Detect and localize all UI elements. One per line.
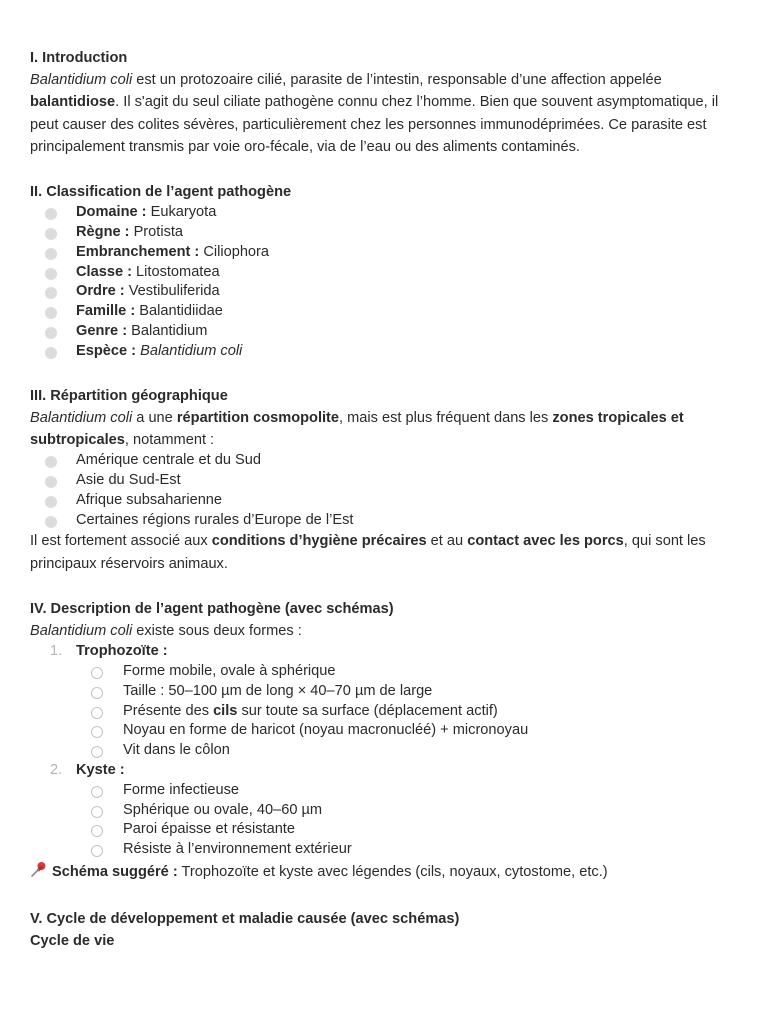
list-item: Paroi épaisse et résistante: [76, 820, 738, 840]
bullet-icon: [45, 287, 57, 299]
form-title: Kyste :: [76, 762, 125, 779]
pushpin-icon: [30, 860, 52, 885]
list-item: Présente des cils sur toute sa surface (déplacement actif): [76, 702, 738, 722]
bullet-icon: [45, 208, 57, 220]
bullet-icon: [45, 516, 57, 528]
circle-bullet-icon: [91, 746, 103, 758]
list-item: Afrique subsaharienne: [30, 491, 738, 511]
regions-list: [30, 451, 738, 530]
circle-bullet-icon: [91, 825, 103, 837]
list-number: 1.: [50, 643, 63, 660]
circle-bullet-icon: [91, 667, 103, 679]
bullet-icon: [45, 248, 57, 260]
section-heading-geography: III. Répartition géographique: [30, 387, 228, 404]
list-item: Taille : 50–100 µm de long × 40–70 µm de large: [76, 682, 738, 702]
list-item: Forme infectieuse: [76, 781, 738, 801]
cyst-features: [76, 781, 738, 860]
list-item: Domaine : Eukaryota: [30, 203, 738, 223]
forms-list: [30, 642, 738, 860]
list-item: Noyau en forme de haricot (noyau macronucléé) + micronoyau: [76, 721, 738, 741]
list-item: Asie du Sud-Est: [30, 471, 738, 491]
list-number: 2.: [50, 762, 63, 779]
introduction-paragraph: Balantidium coli est un protozoaire cilié, parasite de l’intestin, responsable d’une affection appelée balantidiose. Il s'agit du seul ciliate pathogène connu chez l’homme. Bien que souvent asymptomatique, il peut causer des colites sévères, particulièrement chez les personnes immunodéprimées. Ce parasite est principalement transmis par voie oro-fécale, via de l’eau ou des aliments contaminés.: [30, 72, 719, 155]
list-item: Espèce : Balantidium coli: [30, 342, 738, 362]
circle-bullet-icon: [91, 786, 103, 798]
classification-list: [30, 203, 738, 361]
bullet-icon: [45, 476, 57, 488]
list-item: Forme mobile, ovale à sphérique: [76, 662, 738, 682]
list-item: Résiste à l’environnement extérieur: [76, 840, 738, 860]
bullet-icon: [45, 228, 57, 240]
list-item: Vit dans le côlon: [76, 741, 738, 761]
bullet-icon: [45, 268, 57, 280]
description-intro: Balantidium coli existe sous deux formes :: [30, 622, 302, 639]
bullet-icon: [45, 327, 57, 339]
list-item: Certaines régions rurales d’Europe de l’Est: [30, 511, 738, 531]
list-item: Genre : Balantidium: [30, 322, 738, 342]
circle-bullet-icon: [91, 806, 103, 818]
subheading-life-cycle: Cycle de vie: [30, 933, 115, 950]
circle-bullet-icon: [91, 707, 103, 719]
section-heading-classification: II. Classification de l’agent pathogène: [30, 184, 292, 201]
circle-bullet-icon: [91, 845, 103, 857]
form-trophozoite: [30, 642, 738, 761]
bullet-icon: [45, 496, 57, 508]
list-item: Sphérique ou ovale, 40–60 µm: [76, 801, 738, 821]
list-item: Famille : Balantidiidae: [30, 302, 738, 322]
section-heading-introduction: I. Introduction: [30, 50, 128, 66]
geography-paragraph: Balantidium coli a une répartition cosmopolite, mais est plus fréquent dans les zones tropicales et subtropicales, notamment :: [30, 409, 684, 448]
list-item: Ordre : Vestibuliferida: [30, 282, 738, 302]
bullet-icon: [45, 307, 57, 319]
form-cyst: [30, 761, 738, 860]
list-item: Embranchement : Ciliophora: [30, 243, 738, 263]
bullet-icon: [45, 456, 57, 468]
form-title: Trophozoïte :: [76, 643, 168, 660]
hygiene-paragraph: Il est fortement associé aux conditions d’hygiène précaires et au contact avec les porcs, qui sont les principaux réservoirs animaux.: [30, 533, 706, 572]
list-item: Règne : Protista: [30, 223, 738, 243]
list-item: Classe : Litostomatea: [30, 263, 738, 283]
circle-bullet-icon: [91, 726, 103, 738]
list-item: Amérique centrale et du Sud: [30, 451, 738, 471]
bullet-icon: [45, 347, 57, 359]
circle-bullet-icon: [91, 687, 103, 699]
trophozoite-features: [76, 662, 738, 761]
section-heading-cycle: V. Cycle de développement et maladie causée (avec schémas): [30, 911, 460, 928]
schema-suggestion: Schéma suggéré : Trophozoïte et kyste avec légendes (cils, noyaux, cytostome, etc.): [30, 860, 738, 885]
section-heading-description: IV. Description de l’agent pathogène (avec schémas): [30, 600, 394, 617]
